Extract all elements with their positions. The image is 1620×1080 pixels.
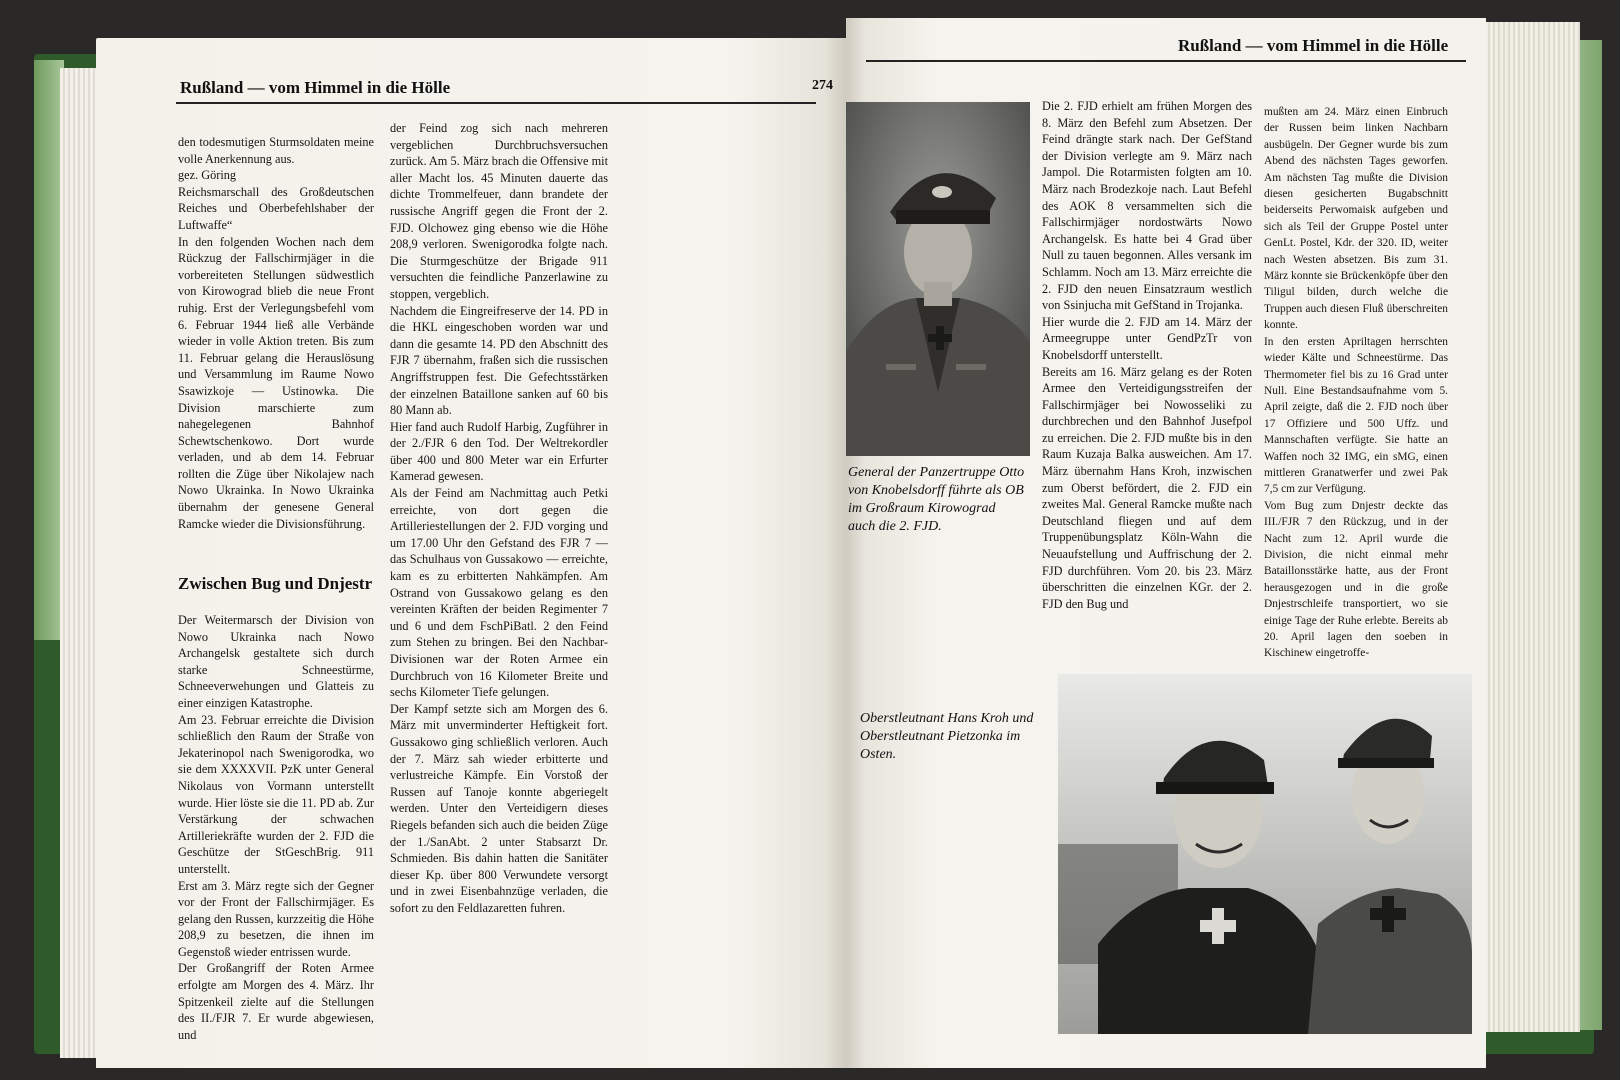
left-page — [96, 38, 846, 1068]
portrait-caption: General der Panzertruppe Otto von Knobelsdorff führte als OB im Großraum Kirowograd auch die 2. FJD. — [848, 465, 1025, 534]
group-photo-caption: Oberstleutnant Hans Kroh und Oberstleutnant Pietzonka im Osten. — [860, 711, 1034, 762]
left-column-1-bottom: Der Weitermarsch der Division von Nowo Ukrainka nach Nowo Archangelsk gestaltete sich durch starke Schneestürme, Schneeverwehungen und Glatteis zu einer einzigen Katastrophe. Am 23. Februar erreichte die Division schließlich den Raum der Straße von Jekaterinopol nach Swenigorodka, wo sie dem XXXXVII. PzK unter General Nikolaus von Vormann unterstellt wurde. Hier löste sie die 11. PD ab. Zur Verstärkung der schwachen Artilleriekräfte wurden der 2. FJD die Geschütze der StGeschBrig. 911 unterstellt. Erst am 3. März regte sich der Gegner vor der Front der Fallschirmjäger. Es gelang den Russen, kurzzeitig die Höhe 208,9 zu besetzen, die ihnen im Gegenstoß wieder entrissen wurde. Der Großangriff der Roten Armee erfolgte am Morgen des 4. März. Ihr Spitzenkeil zielte auf die Stellungen des II./FJR 7. Er wurde abgewiesen, und — [178, 613, 374, 1042]
right-page — [846, 18, 1486, 1068]
page-stack-right — [1470, 22, 1580, 1032]
running-head-left: Rußland — vom Himmel in die Hölle — [180, 78, 451, 97]
portrait-photo — [846, 102, 1030, 456]
left-column-2: der Feind zog sich nach mehreren vergeblichen Durchbruchsversuchen zurück. Am 5. März brach die Offensive mit aller Macht los. 45 Minuten dauerte das dichte Trommelfeuer, dann brandete der russische Angriff gegen die Front der 2. FJD. Olchowez ging ebenso wie die Höhe 208,9 verloren. Swenigorodka folgte nach. Die Sturmgeschütze der Brigade 911 versuchten die feindliche Panzerlawine zu stoppen, vergeblich. Nachdem die Eingreifreserve der 14. PD in die HKL eingeschoben worden war und dann die gesamte 14. PD den Abschnitt des FJR 7 übernahm, fraßen sich die russischen Angriffstruppen fest. Die Gefechtsstärken der einzelnen Bataillone sanken auf 60 bis 80 Mann ab. Hier fand auch Rudolf Harbig, Zugführer in der 2./FJR 6 den Tod. Der Weltrekordler über 400 und 800 Meter war ein Erfurter Kamerad gewesen. Als der Feind am Nachmittag auch Petki erreichte, von dort gegen die Artilleriestellungen der 2. FJD vorging und um 17.00 Uhr den Gefstand des FJR 7 — das Schulhaus von Gussakowo — erreichte, kam es zu erbitterten Nahkämpfen. Am Ostrand von Gussakowo gelang es den vereinten Kräften der beiden Regimenter 7 und 6 und dem FschPiBatl. 2 den Feind zum Stehen zu bringen. Bei den Nachbar-Divisionen war der Roten Armee ein Durchbruch von 16 Kilometer Breite und sechs Kilometer Tiefe gelungen. Der Kampf setzte sich am Morgen des 6. März mit unverminderter Heftigkeit fort. Gussakowo ging schließlich verloren. Auch der 7. März sah wieder erbitterte und verlustreiche Kämpfe. Ein Vorstoß der Russen auf Tanoje konnte abgeriegelt werden. Unter den Verteidigern dieses Riegels befanden sich auch die beiden Züge der 1./SanAbt. 2 unter Stabsarzt Dr. Schmieden. Bis dahin hatten die Sanitäter dieser Kp. über 800 Verwundete versorgt und in zwei Eisenbahnzüge verladen, die sofort zu den Feldlazaretten fuhren. — [390, 121, 608, 915]
header-rule-right — [866, 60, 1466, 62]
running-head-right: Rußland — vom Himmel in die Hölle — [1178, 36, 1449, 55]
right-column-2: mußten am 24. März einen Einbruch der Russen beim linken Nachbarn ausbügeln. Der Gegner wurde bis zum Abend des nächsten Tages geworfen. Am nächsten Tag mußte die Division diesen gesicherten Bugabschnitt beiderseits Perwomaisk aufgeben und sich als Teil der Gruppe Postel unter GenLt. Postel, Kdr. der 320. ID, weiter nach Westen absetzen. Bis zum 31. März konnte sie Brückenköpfe über den Tiligul bilden, durch welche die Truppen auch diesen Fluß überschreiten konnte. In den ersten Apriltagen herrschten wieder Kälte und Schneestürme. Das Thermometer fiel bis zu 16 Grad unter Null. Eine Bestandsaufnahme vom 5. April zeigte, daß die 2. FJD noch über 17 Offiziere und 500 Uffz. und Mannschaften verfügte. Sie hatte an Waffen noch 32 IMG, ein sMG, einen mittleren Granatwerfer und zwei Pak 7,5 cm zur Verfügung. Vom Bug zum Dnjestr deckte das III./FJR 7 den Rückzug, und in der Nacht zum 12. April wurde die Division, die nicht einmal mehr Bataillonsstärke hatte, aus der Front herausgezogen und in die große Dnjestrschleife transportiert, wo sie einige Tage der Ruhe erlebte. Bereits ab 20. April lagen den soeben in Kischinew eingetroffe- — [1264, 106, 1448, 660]
page-stack-left — [60, 68, 100, 1058]
group-photo — [1058, 674, 1472, 1034]
section-heading: Zwischen Bug und Dnjestr — [178, 574, 373, 593]
right-column-1: Die 2. FJD erhielt am frühen Morgen des 8. März den Befehl zum Absetzen. Der Feind drängte stark nach. Der GefStand der Division verlegte am 9. März nach Jampol. Die Rotarmisten folgten am 10. März nach Brodezkoje nach. Laut Befehl des AOK 8 versammelten sich die Fallschirmjäger nordostwärts Nowo Archangelsk. Es hatte bei 4 Grad über Null zu tauen begonnen. Alles versank im Schlamm. Noch am 13. März erreichte die 2. FJD den neuen Einsatzraum westlich von Ssinjucha mit GefStand in Trojanka. Hier wurde die 2. FJD am 14. März der Armeegruppe unter GendPzTr von Knobelsdorff unterstellt. Bereits am 16. März gelang es der Roten Armee den Verteidigungsstreifen der Fallschirmjäger bei Nowosseliki zu durchbrechen und den Bahnhof Jusefpol zu erreichen. Die 2. FJD mußte bis in den Raum Kuzaja Balka ausweichen. Am 17. März übernahm Hans Kroh, inzwischen zum Oberst befördert, die 2. FJD ein zweites Mal. General Ramcke mußte nach Deutschland fliegen und auf dem Truppenübungsplatz Köln-Wahn die Neuaufstellung und Auffrischung der 2. FJD durchführen. Vom 20. bis 23. März überschritten die einzelnen KGr. der 2. FJD den Bug und — [1042, 99, 1252, 611]
page-number-left: 274 — [812, 78, 833, 93]
left-column-1-top: den todesmutigen Sturmsoldaten meine volle Anerkennung aus. gez. Göring Reichsmarschall des Großdeutschen Reiches und Oberbefehlshaber der Luftwaffe“ In den folgenden Wochen nach dem Rückzug der Fallschirmjäger in die vorbereiteten Stellungen südwestlich von Kirowograd blieb die neue Front ruhig. Erst der Verlegungsbefehl vom 6. Februar 1944 ließ alle Verbände wieder in volle Aktion treten. Bis zum 11. Februar gelang die Herauslösung und Versammlung im Raume Nowo Ssawizkoje — Ustinowka. Die Division marschierte zum nahegelegenen Bahnhof Schewtschenkowo. Dort wurde verladen, und ab dem 14. Februar rollten die Züge über Nikolajew nach Nowo Ukrainka. In Nowo Ukrainka übernahm der genesene General Ramcke wieder die Divisionsführung. — [178, 135, 374, 531]
header-rule-left — [176, 102, 816, 104]
